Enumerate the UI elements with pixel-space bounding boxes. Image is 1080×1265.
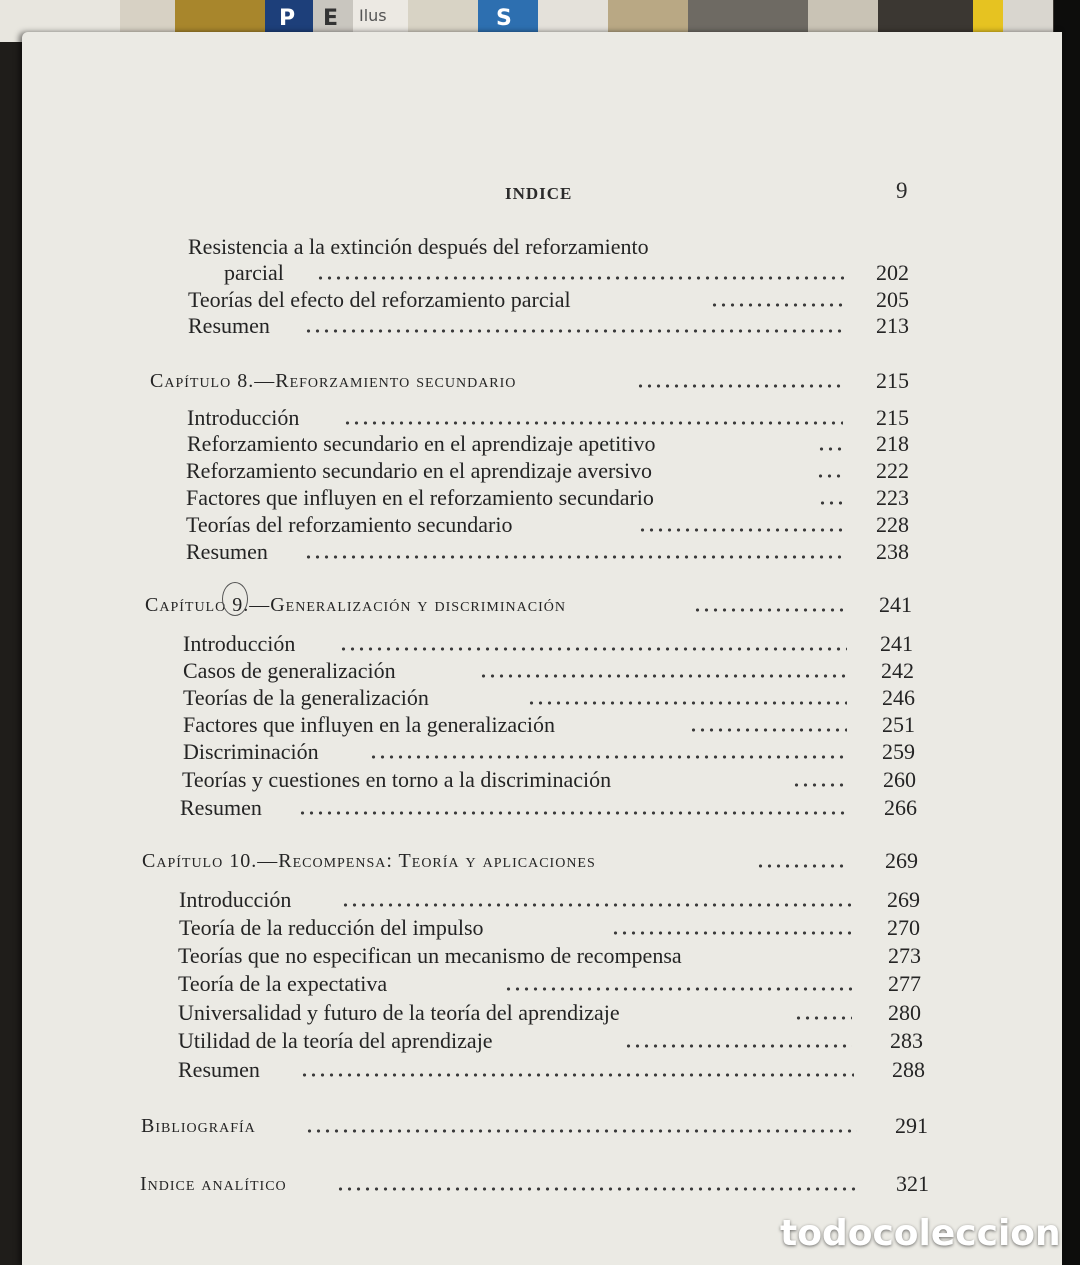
- toc-entry: [224, 257, 914, 285]
- toc-chapter-title: Capítulo 8.—Reforzamiento secundario: [150, 370, 517, 392]
- toc-page-number: 241: [880, 631, 913, 656]
- toc-entry: [188, 231, 848, 259]
- toc-entry-title: Resistencia a la extinción después del reforzamiento: [188, 234, 649, 259]
- toc-page-number: 228: [876, 512, 909, 537]
- dot-leader: [504, 987, 852, 991]
- dot-leader: [710, 303, 844, 307]
- toc-entry: [186, 536, 914, 564]
- dot-leader: [792, 783, 848, 787]
- toc-page-number: 218: [876, 431, 909, 456]
- toc-entry-title: Resumen: [188, 313, 270, 338]
- dot-leader: [527, 701, 847, 705]
- toc-entry-title: Resumen: [178, 1057, 260, 1082]
- dot-leader: [624, 1044, 852, 1048]
- toc-entry: [179, 912, 923, 940]
- toc-entry-title: Teorías de la generalización: [183, 685, 429, 710]
- toc-entry-title: Discriminación: [183, 739, 319, 764]
- toc-entry-title: Introducción: [179, 887, 292, 912]
- toc-entry: [182, 764, 920, 792]
- dot-leader: [304, 555, 842, 559]
- toc-page-number: 213: [876, 313, 909, 338]
- toc-page-number: 280: [888, 1000, 921, 1025]
- toc-entry: [178, 1025, 924, 1053]
- dot-leader: [305, 1129, 857, 1133]
- toc-page-number: 269: [885, 848, 918, 873]
- toc-entry-title: Introducción: [183, 631, 296, 656]
- toc-entry: [183, 682, 920, 710]
- toc-entry: [187, 428, 914, 456]
- page-number: 9: [896, 178, 908, 203]
- toc-entry: [178, 997, 924, 1025]
- dot-leader: [611, 931, 851, 935]
- toc-entry-title: Teoría de la expectativa: [178, 971, 388, 996]
- toc-entry: [178, 940, 924, 968]
- toc-entry-title: Factores que influyen en el reforzamiento secundario: [186, 485, 654, 510]
- toc-page-number: 266: [884, 795, 917, 820]
- spine-label: Ilus: [359, 6, 387, 25]
- toc-section: [140, 1168, 932, 1196]
- toc-section: [141, 1110, 931, 1138]
- toc-chapter: [145, 589, 914, 617]
- toc-page-number: 205: [876, 287, 909, 312]
- dot-leader: [636, 384, 844, 388]
- toc-page-number: 277: [888, 971, 921, 996]
- toc-page-number: 222: [876, 458, 909, 483]
- dot-leader: [339, 647, 847, 651]
- toc-page-number: 223: [876, 485, 909, 510]
- toc-page-number: 242: [881, 658, 914, 683]
- toc-page-number: 215: [876, 368, 909, 393]
- toc-entry-title: Teorías y cuestiones en torno a la discriminación: [182, 767, 612, 792]
- dot-leader: [298, 811, 846, 815]
- toc-page-number: 273: [888, 943, 921, 968]
- dot-leader: [756, 864, 848, 868]
- toc-entry-title: parcial: [224, 260, 284, 285]
- toc-entry-title: Resumen: [180, 795, 262, 820]
- dot-leader: [343, 421, 843, 425]
- toc-page-number: 202: [876, 260, 909, 285]
- toc-page-number: 270: [887, 915, 920, 940]
- toc-entry: [183, 628, 919, 656]
- toc-entry: [183, 709, 920, 737]
- toc-entry-title: Teorías que no especifican un mecanismo de recompensa: [178, 943, 682, 968]
- spine-label: P: [279, 6, 296, 31]
- toc-page-number: 246: [882, 685, 915, 710]
- toc-entry-title: Teorías del reforzamiento secundario: [186, 512, 513, 537]
- toc-chapter-title: Capítulo 9.—Generalización y discriminación: [145, 594, 566, 616]
- toc-page-number: 260: [883, 767, 916, 792]
- dot-leader: [300, 1073, 854, 1077]
- dot-leader: [369, 755, 847, 759]
- toc-page-number: 283: [890, 1028, 923, 1053]
- dot-leader: [693, 608, 843, 612]
- running-head: INDICE: [505, 184, 573, 203]
- toc-page-number: 241: [879, 592, 912, 617]
- toc-chapter: [142, 845, 922, 873]
- toc-entry-title: Teoría de la reducción del impulso: [179, 915, 484, 940]
- toc-entry: [179, 884, 923, 912]
- toc-page-number: 259: [882, 739, 915, 764]
- toc-entry: [183, 655, 919, 683]
- spine-label: S: [496, 6, 512, 31]
- toc-entry: [186, 482, 914, 510]
- toc-entry-title: Reforzamiento secundario en el aprendizaje aversivo: [186, 458, 653, 483]
- toc-entry-title: Universalidad y futuro de la teoría del aprendizaje: [178, 1000, 620, 1025]
- handwritten-circle-mark: [222, 582, 248, 616]
- dot-leader: [316, 276, 844, 280]
- dot-leader: [304, 329, 844, 333]
- toc-page-number: 321: [896, 1171, 929, 1196]
- toc-entry: [188, 284, 914, 312]
- toc-section-title: Indice analítico: [140, 1173, 287, 1195]
- toc-entry: [186, 455, 914, 483]
- toc-entry-title: Introducción: [187, 405, 300, 430]
- dot-leader: [341, 903, 851, 907]
- toc-section-title: Bibliografía: [141, 1115, 256, 1137]
- toc-page-number: 215: [876, 405, 909, 430]
- toc-entry: [187, 402, 914, 430]
- dot-leader: [479, 674, 847, 678]
- watermark-logo: todocoleccion: [780, 1213, 1061, 1254]
- toc-entry: [180, 792, 922, 820]
- toc-chapter-title: Capítulo 10.—Recompensa: Teoría y aplicaciones: [142, 850, 596, 872]
- dot-leader: [817, 447, 843, 451]
- dot-leader: [818, 501, 842, 505]
- toc-entry-title: Casos de generalización: [183, 658, 396, 683]
- toc-entry: [183, 736, 920, 764]
- dot-leader: [336, 1187, 858, 1191]
- toc-entry-title: Teorías del efecto del reforzamiento parcial: [188, 287, 571, 312]
- toc-page-number: 251: [882, 712, 915, 737]
- dot-leader: [689, 728, 847, 732]
- toc-page-number: 269: [887, 887, 920, 912]
- toc-entry-title: Factores que influyen en la generalización: [183, 712, 556, 737]
- toc-entry: [178, 1054, 926, 1082]
- toc-page-number: 288: [892, 1057, 925, 1082]
- toc-page-number: 291: [895, 1113, 928, 1138]
- toc-entry-title: Reforzamiento secundario en el aprendizaje apetitivo: [187, 431, 656, 456]
- spine-label: E: [323, 6, 339, 31]
- toc-entry-title: Resumen: [186, 539, 268, 564]
- toc-entry-title: Utilidad de la teoría del aprendizaje: [178, 1028, 493, 1053]
- toc-page-number: 238: [876, 539, 909, 564]
- dot-leader: [638, 528, 842, 532]
- toc-chapter: [150, 365, 914, 393]
- toc-entry: [178, 968, 924, 996]
- toc-entry: [186, 509, 914, 537]
- toc-entry: [188, 310, 914, 338]
- dot-leader: [794, 1016, 852, 1020]
- dot-leader: [816, 474, 842, 478]
